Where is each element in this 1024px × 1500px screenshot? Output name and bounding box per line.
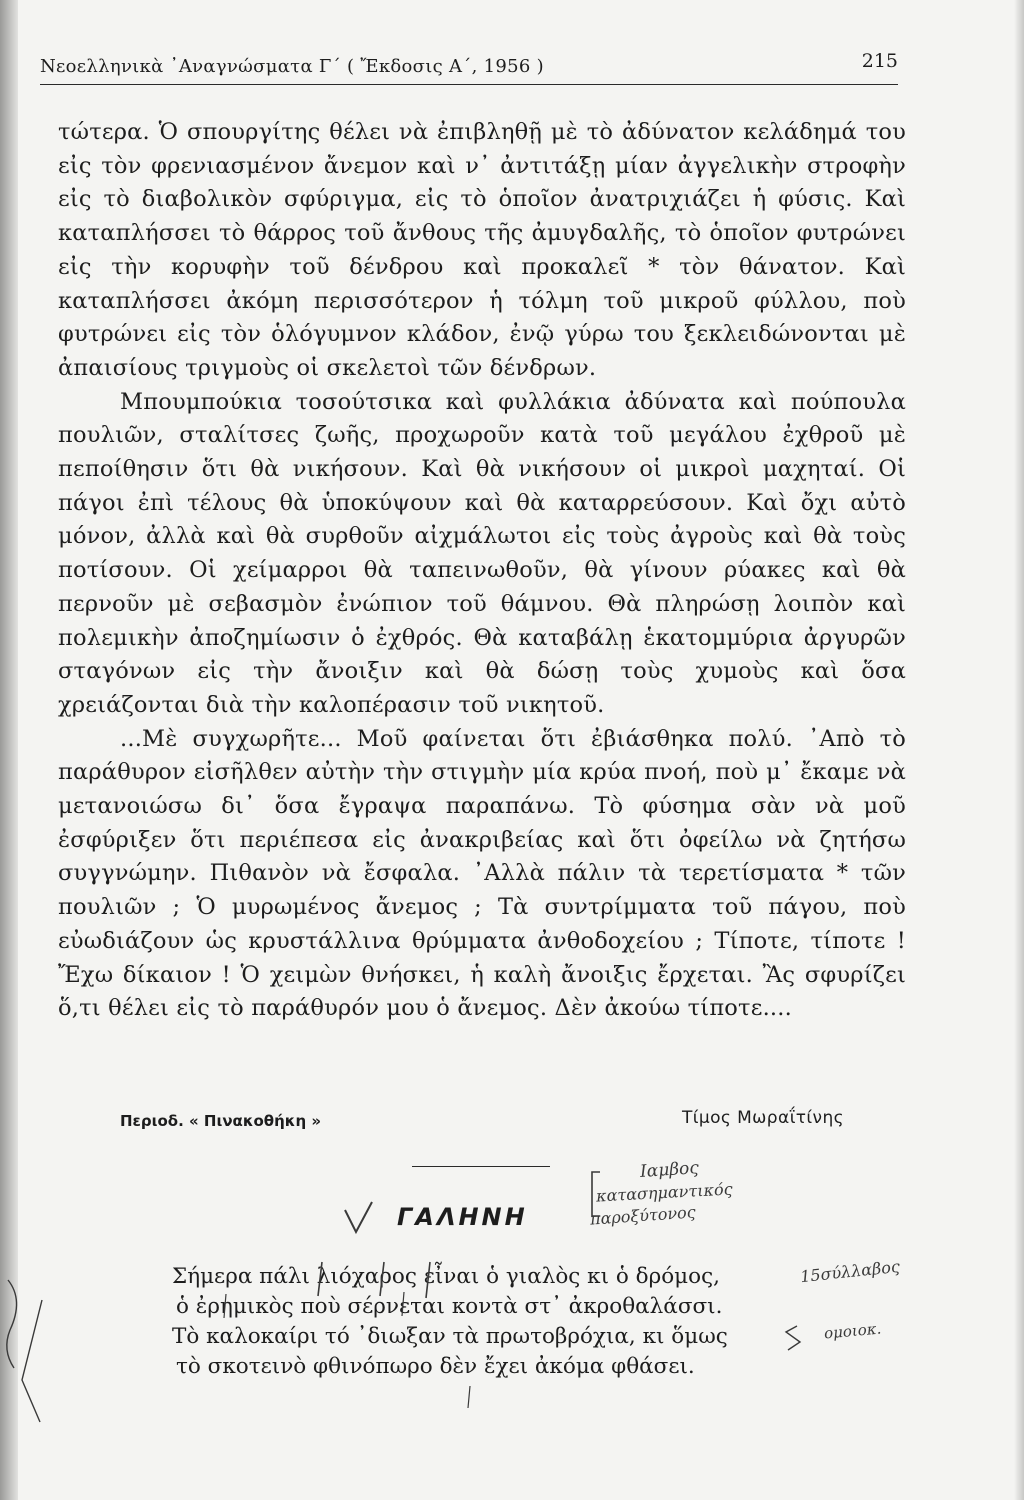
paragraph-3: ...Μὲ συγχωρῆτε... Μοῦ φαίνεται ὅτι ἐβιάσθηκα πολύ. ᾿Απὸ τὸ παράθυρον εἰσῆλθεν αὐτὴν τὴν στιγμὴν μία κρύα πνοή, ποὺ μ᾿ ἔκαμε νὰ μετανοιώσω δι᾿ ὅσα ἔγραψα παραπάνω. Τὸ φύσημα σὰν νὰ μοῦ ἐσφύριξεν ὅτι περιέπεσα εἰς ἀνακριβείας καὶ ὅτι ὀφείλω νὰ ζητήσω συγγνώμην. Πιθανὸν νὰ ἔσφαλα. ᾿Αλλὰ πάλιν τὰ τερετίσματα * τῶν πουλιῶν ; Ὁ μυρωμένος ἄνεμος ; Τὰ συντρίμματα τοῦ πάγου, ποὺ εὐωδιάζουν ὡς κρυστάλλινα θρύμματα ἀνθοδοχείου ; Τίποτε, τίποτε ! Ἔχω δίκαιον ! Ὁ χειμὼν θνήσκει, ἡ καλὴ ἄνοιξις ἔρχεται. Ἂς σφυρίζει ὅ,τι θέλει εἰς τὸ παράθυρόν μου ὁ ἄνεμος. Δὲν ἀκούω τίποτε....	[58, 725, 906, 1022]
handwritten-note-syllables: 15σύλλαβος	[799, 1256, 901, 1287]
poem-stanza	[172, 1262, 728, 1382]
source-citation: Περιοδ. « Πινακοθήκη »	[120, 1112, 322, 1130]
handwritten-note-meter: Ιαμβος	[639, 1157, 700, 1183]
author-name: Τίμος Μωραΐτίνης	[681, 1108, 844, 1128]
page-number: 215	[861, 50, 898, 72]
poem-line-1: Σήμερα πάλι λιόχαρος εἶναι ὁ γιαλὸς κι ὁ δρόμος,	[172, 1264, 720, 1289]
poem-line-3: Τὸ καλοκαίρι τό ᾿διωξαν τὰ πρωτοβρόχια, κι ὅμως	[172, 1324, 728, 1349]
page-edge	[1014, 0, 1024, 1500]
handwritten-note-accent: παροξύτονος	[589, 1202, 697, 1229]
handwritten-note-rhyme: ομοιοκ.	[823, 1319, 883, 1343]
article-body	[58, 116, 906, 1026]
attribution-row	[58, 1106, 906, 1136]
section-divider	[412, 1166, 550, 1167]
running-title: Νεοελληνικὰ ᾿Αναγνώσματα Γ΄ ( Ἔκδοσις Α΄, 1956 )	[40, 56, 544, 77]
binding-shadow	[0, 0, 18, 1500]
paragraph-1: τώτερα. Ὁ σπουργίτης θέλει νὰ ἐπιβληθῇ μὲ τὸ ἀδύνατον κελάδημά του εἰς τὸν φρενιασμένον ἄνεμον καὶ ν᾿ ἀντιτάξῃ μίαν ἀγγελικὴν στροφὴν εἰς τὸ διαβολικὸν σφύριγμα, εἰς τὸ ὁποῖον ἀνατριχιάζει ἡ φύσις. Καὶ καταπλήσσει τὸ θάρρος τοῦ ἄνθους τῆς ἀμυγδαλῆς, τὸ ὁποῖον φυτρώνει εἰς τὴν κορυφὴν τοῦ δένδρου καὶ προκαλεῖ * τὸν θάνατον. Καὶ καταπλήσσει ἀκόμη περισσότερον ἡ τόλμη τοῦ μικροῦ φύλλου, ποὺ φυτρώνει εἰς τὸν ὁλόγυμνον κλάδον, ἐνῷ γύρω του ξεκλειδώνονται μὲ ἀπαισίους τριγμοὺς οἱ σκελετοὶ τῶν δένδρων.	[58, 119, 906, 381]
running-header	[40, 52, 898, 85]
paragraph-2: Μπουμπούκια τοσούτσικα καὶ φυλλάκια ἀδύνατα καὶ πούπουλα πουλιῶν, σταλίτσες ζωῆς, προχωροῦν κατὰ τοῦ μεγάλου ἐχθροῦ μὲ πεποίθησιν ὅτι θὰ νικήσουν. Καὶ θὰ νικήσουν οἱ μικροὶ μαχηταί. Οἱ πάγοι ἐπὶ τέλους θὰ ὑποκύψουν καὶ θὰ καταρρεύσουν. Καὶ ὄχι αὐτὸ μόνον, ἀλλὰ καὶ θὰ συρθοῦν αἰχμάλωτοι εἰς τοὺς ἀγροὺς καὶ θὰ τοὺς ποτίσουν. Οἱ χείμαρροι θὰ ταπεινωθοῦν, θὰ γίνουν ρύακες καὶ θὰ περνοῦν μὲ σεβασμὸν ἐνώπιον τοῦ θάμνου. Θὰ πληρώσῃ λοιπὸν καὶ πολεμικὴν ἀποζημίωσιν ὁ ἐχθρός. Θὰ καταβάλῃ ἑκατομμύρια ἀργυρῶν σταγόνων εἰς τὴν ἄνοιξιν καὶ θὰ δώσῃ τοὺς χυμοὺς καὶ ὅσα χρειάζονται διὰ τὴν καλοπέρασιν τοῦ νικητοῦ.	[58, 388, 906, 718]
handwritten-note-stress: κατασημαντικός	[595, 1179, 734, 1206]
poem-title: ΓΑΛΗΝΗ	[397, 1203, 528, 1231]
pencil-check-icon	[342, 1198, 376, 1236]
poem-line-4: τὸ σκοτεινὸ φθινόπωρο δὲν ἔχει ἀκόμα φθάσει.	[176, 1354, 695, 1379]
poem-line-2: ὁ ἐρημικὸς ποὺ σέρνεται κοντὰ στ᾿ ἀκροθαλάσσι.	[176, 1294, 723, 1319]
